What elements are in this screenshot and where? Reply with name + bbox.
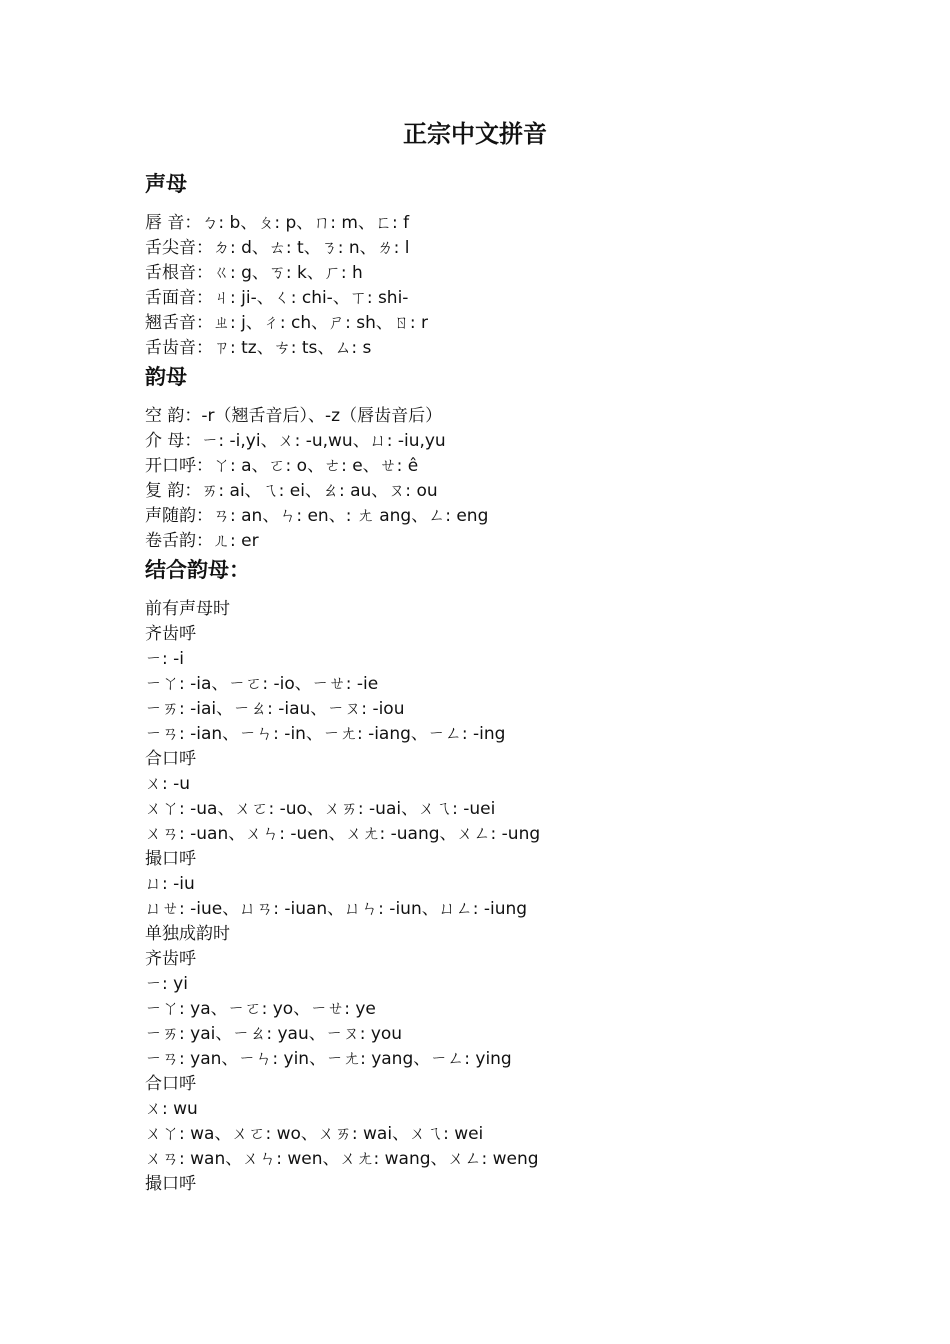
list-item: ㄩ: -iu bbox=[145, 874, 195, 894]
list-item: 舌面音：ㄐ: ji-、ㄑ: chi-、ㄒ: shi- bbox=[145, 288, 409, 308]
list-item: 声随韵：ㄢ: an、ㄣ: en、: ㄤ ang、ㄥ: eng bbox=[145, 506, 489, 526]
list-item: 齐齿呼 bbox=[145, 624, 196, 644]
list-item: 齐齿呼 bbox=[145, 949, 196, 969]
list-item: 开口呼：ㄚ: a、ㄛ: o、ㄜ: e、ㄝ: ê bbox=[145, 456, 419, 476]
list-item: ㄨㄢ: wan、ㄨㄣ: wen、ㄨㄤ: wang、ㄨㄥ: weng bbox=[145, 1149, 539, 1169]
list-item: 卷舌韵：ㄦ: er bbox=[145, 531, 259, 551]
list-item: ㄧㄞ: -iai、ㄧㄠ: -iau、ㄧㄡ: -iou bbox=[145, 699, 405, 719]
list-item: ㄨㄚ: wa、ㄨㄛ: wo、ㄨㄞ: wai、ㄨㄟ: wei bbox=[145, 1124, 484, 1144]
list-item: ㄨ: wu bbox=[145, 1099, 198, 1119]
section-finals bbox=[145, 361, 845, 554]
list-item: ㄧㄚ: ya、ㄧㄛ: yo、ㄧㄝ: ye bbox=[145, 999, 376, 1019]
finals-list bbox=[145, 404, 845, 554]
list-item: 介 母：ㄧ: -i,yi、ㄨ: -u,wu、ㄩ: -iu,yu bbox=[145, 431, 446, 451]
list-item: 复 韵：ㄞ: ai、ㄟ: ei、ㄠ: au、ㄡ: ou bbox=[145, 481, 438, 501]
section-heading-compound-finals: 结合韵母： bbox=[145, 558, 250, 582]
list-item: 翘舌音：ㄓ: j、ㄔ: ch、ㄕ: sh、ㄖ: r bbox=[145, 313, 428, 333]
list-item: 唇 音：ㄅ: b、ㄆ: p、ㄇ: m、ㄈ: f bbox=[145, 213, 410, 233]
list-item: ㄧㄢ: yan、ㄧㄣ: yin、ㄧㄤ: yang、ㄧㄥ: ying bbox=[145, 1049, 512, 1069]
section-heading-finals: 韵母 bbox=[145, 365, 187, 389]
list-item: 合口呼 bbox=[145, 1074, 196, 1094]
compound-finals-list bbox=[145, 597, 845, 1197]
list-item: ㄨㄢ: -uan、ㄨㄣ: -uen、ㄨㄤ: -uang、ㄨㄥ: -ung bbox=[145, 824, 541, 844]
section-initials bbox=[145, 168, 845, 361]
list-item: ㄧ: yi bbox=[145, 974, 188, 994]
list-item: ㄧㄚ: -ia、ㄧㄛ: -io、ㄧㄝ: -ie bbox=[145, 674, 379, 694]
document-body bbox=[145, 168, 845, 1197]
list-item: 空 韵：-r（翘舌音后）、-z（唇齿音后） bbox=[145, 406, 443, 426]
section-compound-finals bbox=[145, 554, 845, 1197]
list-item: 前有声母时 bbox=[145, 599, 230, 619]
list-item: ㄨㄚ: -ua、ㄨㄛ: -uo、ㄨㄞ: -uai、ㄨㄟ: -uei bbox=[145, 799, 496, 819]
list-item: 合口呼 bbox=[145, 749, 196, 769]
list-item: ㄧㄢ: -ian、ㄧㄣ: -in、ㄧㄤ: -iang、ㄧㄥ: -ing bbox=[145, 724, 506, 744]
list-item: 单独成韵时 bbox=[145, 924, 230, 944]
section-heading-initials: 声母 bbox=[145, 172, 187, 196]
list-item: 撮口呼 bbox=[145, 849, 196, 869]
list-item: 撮口呼 bbox=[145, 1174, 196, 1194]
list-item: 舌根音：ㄍ: g、ㄎ: k、ㄏ: h bbox=[145, 263, 363, 283]
initials-list bbox=[145, 211, 845, 361]
list-item: 舌尖音：ㄉ: d、ㄊ: t、ㄋ: n、ㄌ: l bbox=[145, 238, 410, 258]
list-item: ㄧㄞ: yai、ㄧㄠ: yau、ㄧㄡ: you bbox=[145, 1024, 403, 1044]
list-item: ㄨ: -u bbox=[145, 774, 191, 794]
list-item: ㄩㄝ: -iue、ㄩㄢ: -iuan、ㄩㄣ: -iun、ㄩㄥ: -iung bbox=[145, 899, 528, 919]
document-title: 正宗中文拼音 bbox=[403, 120, 547, 148]
list-item: 舌齿音：ㄗ: tz、ㄘ: ts、ㄙ: s bbox=[145, 338, 372, 358]
list-item: ㄧ: -i bbox=[145, 649, 184, 669]
